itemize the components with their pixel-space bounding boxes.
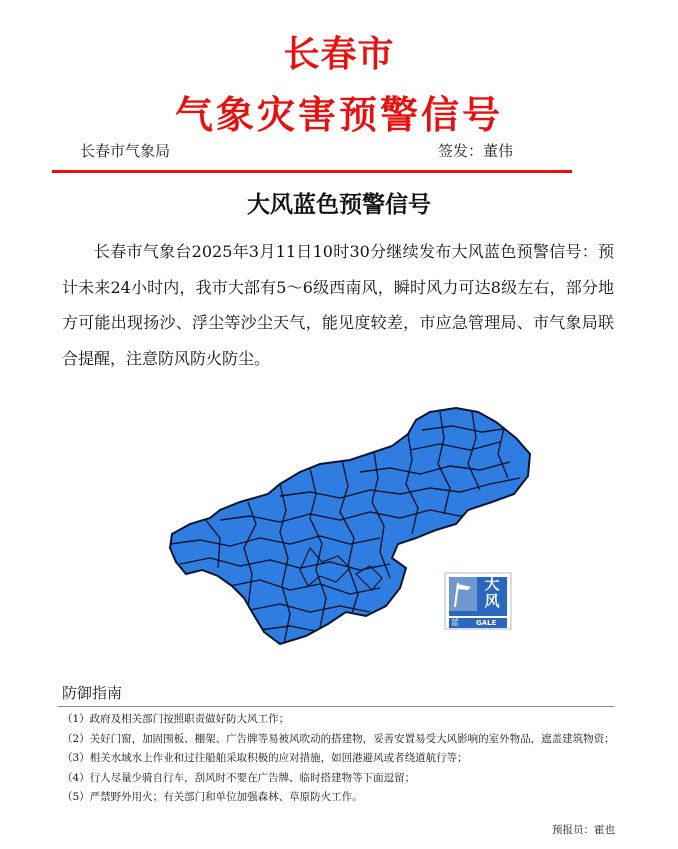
badge-level-text: 蓝 xyxy=(451,618,459,627)
guide-divider xyxy=(58,706,614,707)
doc-title-city: 长春市 xyxy=(283,34,395,75)
alert-body: 长春市气象台2025年3月11日10时30分继续发布大风蓝色预警信号：预计未来24小时内，我市大部有5～6级西南风，瞬时风力可达8级左右，部分地方可能出现扬沙、浮尘等沙尘天气，能见度较差，市应急管理局、市气象局联合提醒，注意防风防火防尘。 xyxy=(62,242,614,368)
guide-item: （5）严禁野外用火；有关部门和单位加强森林、草原防火工作。 xyxy=(62,791,363,803)
guide-item: （4）行人尽量少骑自行车，刮风时不要在广告牌、临时搭建物等下面逗留； xyxy=(62,771,416,784)
badge-code-text: GALE xyxy=(476,619,497,627)
issuer: 长春市气象局 xyxy=(80,142,171,160)
guide-title: 防御指南 xyxy=(62,684,123,702)
wind-flag-icon xyxy=(449,577,477,611)
guide-item: （3）相关水域水上作业和过往船舶采取积极的应对措施，如回港避风或者绕道航行等； xyxy=(62,752,468,764)
guide-item: （1）政府及相关部门按照职责做好防大风工作； xyxy=(62,713,290,725)
guide-list xyxy=(62,710,622,808)
gale-blue-warning-badge xyxy=(444,572,512,630)
forecaster: 预报员：霍也 xyxy=(552,824,615,836)
signer: 签发：董伟 xyxy=(438,142,514,160)
doc-title-signal: 气象灾害预警信号 xyxy=(174,93,503,137)
alert-title: 大风蓝色预警信号 xyxy=(247,192,431,218)
header-divider xyxy=(52,170,572,173)
badge-type-text: 大风 xyxy=(484,575,500,610)
guide-item: （2）关好门窗，加固围板、棚架、广告牌等易被风吹动的搭建物，妥善安置易受大风影响的室外物品，遮盖建筑物资； xyxy=(62,732,615,745)
